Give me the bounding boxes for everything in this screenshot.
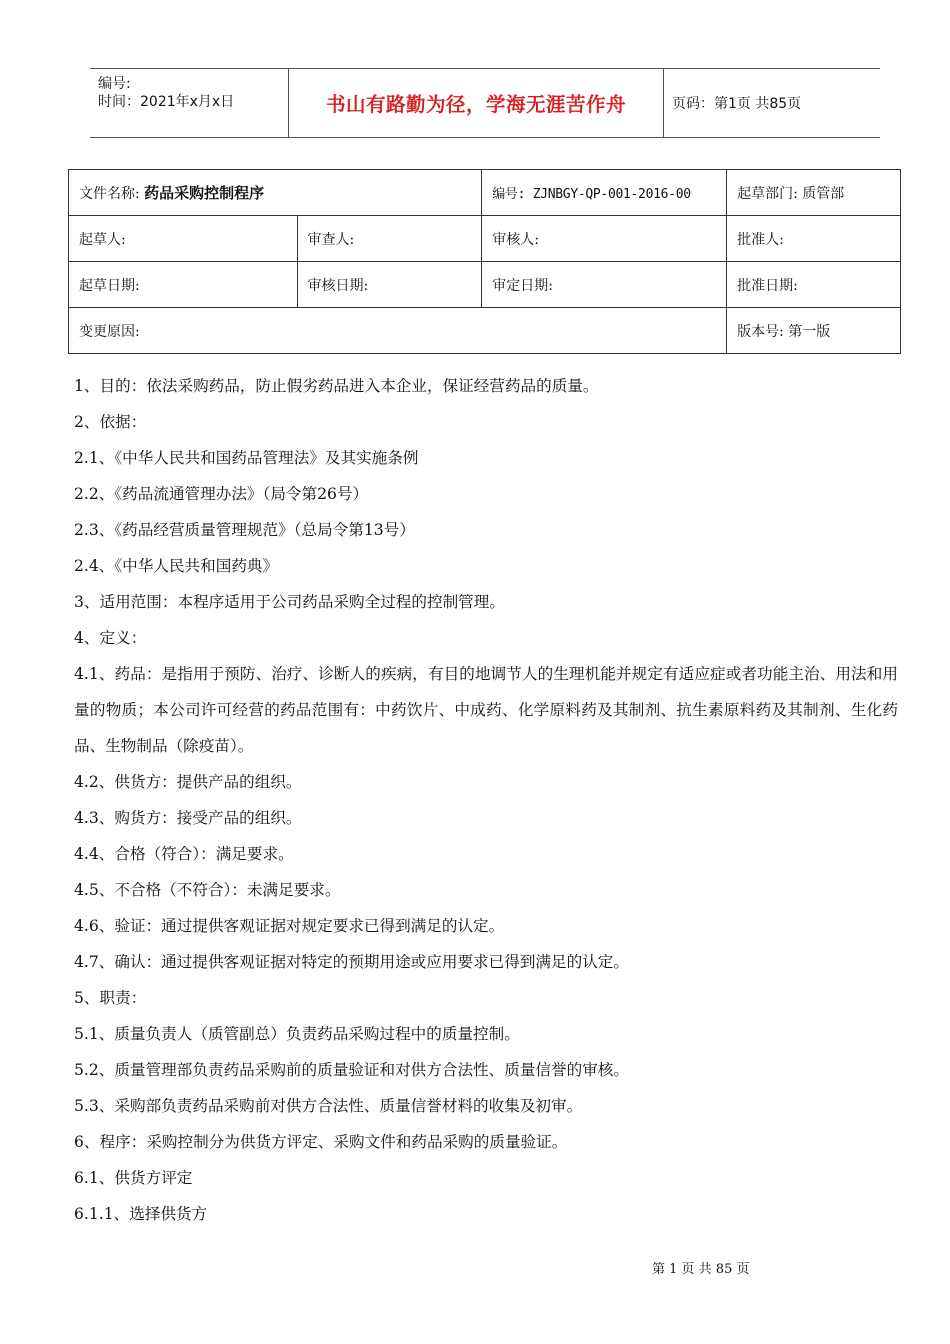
paragraph: 4.7、确认：通过提供客观证据对特定的预期用途或应用要求已得到满足的认定。 bbox=[74, 953, 629, 971]
audit-date-cell: 审核日期: bbox=[297, 262, 482, 308]
paragraph: 6.1.1、选择供货方 bbox=[74, 1205, 208, 1223]
paragraph: 4.4、合格（符合）：满足要求。 bbox=[74, 845, 294, 863]
paragraph: 2.4、《中华人民共和国药典》 bbox=[74, 557, 279, 575]
paragraph: 4.6、验证：通过提供客观证据对规定要求已得到满足的认定。 bbox=[74, 917, 505, 935]
approve-date-cell: 批准日期: bbox=[727, 262, 901, 308]
table-row bbox=[69, 262, 901, 308]
paragraph: 4.2、供货方：提供产品的组织。 bbox=[74, 773, 302, 791]
number-label: 编号: bbox=[98, 76, 131, 92]
header-divider bbox=[663, 69, 664, 137]
version-cell: 版本号: 第一版 bbox=[727, 308, 901, 354]
paragraph: 2.2、《药品流通管理办法》（局令第26号） bbox=[74, 485, 369, 503]
motto-banner: 书山有路勤为径，学海无涯苦作舟 bbox=[325, 93, 626, 116]
paragraph: 5.1、质量负责人（质管副总）负责药品采购过程中的质量控制。 bbox=[74, 1025, 520, 1043]
paragraph: 3、适用范围：本程序适用于公司药品采购全过程的控制管理。 bbox=[74, 593, 505, 611]
header-meta bbox=[90, 69, 288, 137]
document-header bbox=[90, 68, 880, 138]
paragraph: 4.3、购货方：接受产品的组织。 bbox=[74, 809, 302, 827]
paragraph: 2.3、《药品经营质量管理规范》（总局令第13号） bbox=[74, 521, 415, 539]
table-row bbox=[69, 308, 901, 354]
doc-number-cell: 编号: ZJNBGY-QP-001-2016-00 bbox=[482, 170, 727, 216]
document-body bbox=[74, 368, 898, 1232]
draft-date-cell: 起草日期: bbox=[69, 262, 298, 308]
paragraph: 1、目的：依法采购药品，防止假劣药品进入本企业，保证经营药品的质量。 bbox=[74, 377, 599, 395]
paragraph: 2.1、《中华人民共和国药品管理法》及其实施条例 bbox=[74, 449, 419, 467]
paragraph: 5、职责： bbox=[74, 989, 147, 1007]
table-row bbox=[69, 170, 901, 216]
page-footer: 第 1 页 共 85 页 bbox=[652, 1262, 750, 1277]
file-name-label: 文件名称: bbox=[79, 186, 140, 202]
table-row bbox=[69, 216, 901, 262]
reviewer-cell: 审查人: bbox=[297, 216, 482, 262]
approver-cell: 批准人: bbox=[727, 216, 901, 262]
drafter-cell: 起草人: bbox=[69, 216, 298, 262]
paragraph: 5.2、质量管理部负责药品采购前的质量验证和对供方合法性、质量信誉的审核。 bbox=[74, 1061, 629, 1079]
paragraph: 4.5、不合格（不符合）：未满足要求。 bbox=[74, 881, 341, 899]
document-info-table bbox=[68, 169, 901, 354]
dept-cell: 起草部门: 质管部 bbox=[727, 170, 901, 216]
paragraph: 5.3、采购部负责药品采购前对供方合法性、质量信誉材料的收集及初审。 bbox=[74, 1097, 583, 1115]
paragraph: 4.1、药品：是指用于预防、治疗、诊断人的疾病，有目的地调节人的生理机能并规定有适应症或者功能主治、用法和用量的物质；本公司许可经营的药品范围有：中药饮片、中成药、化学原料药及其制剂、抗生素原料药及其制剂、生化药品、生物制品（除疫苗）。 bbox=[74, 665, 898, 755]
paragraph: 4、定义： bbox=[74, 629, 147, 647]
paragraph: 2、依据： bbox=[74, 413, 147, 431]
paragraph: 6、程序：采购控制分为供货方评定、采购文件和药品采购的质量验证。 bbox=[74, 1133, 568, 1151]
change-reason-cell: 变更原因: bbox=[69, 308, 727, 354]
file-name-cell bbox=[69, 170, 482, 216]
paragraph: 6.1、供货方评定 bbox=[74, 1169, 193, 1187]
auditor-cell: 审核人: bbox=[482, 216, 727, 262]
page-indicator: 页码：第1页 共85页 bbox=[672, 96, 802, 112]
confirm-date-cell: 审定日期: bbox=[482, 262, 727, 308]
file-name-value: 药品采购控制程序 bbox=[144, 184, 265, 202]
time-label: 时间：2021年x月x日 bbox=[98, 94, 235, 110]
